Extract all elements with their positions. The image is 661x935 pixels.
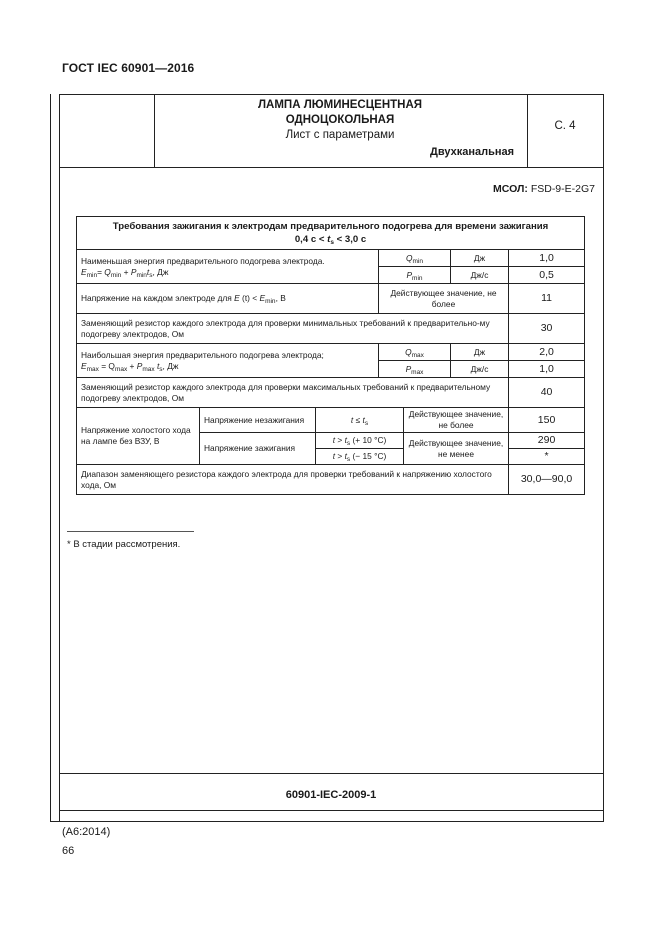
pmax-unit: Дж/с	[451, 361, 509, 378]
table-row	[77, 378, 585, 408]
table-row	[77, 250, 585, 267]
sheet-code: 60901-IEC-2009-1	[285, 789, 377, 801]
msol-code	[450, 183, 595, 195]
ocv-resistor-range-value: 30,0—90,0	[509, 465, 585, 495]
non-ignition-condition: $t \le t_s$	[316, 408, 404, 433]
pmin-value: 0,5	[509, 267, 585, 284]
table-heading-row	[77, 217, 585, 250]
ignition-value-minus15: *	[509, 449, 585, 465]
heading-t-symbol: t	[327, 234, 331, 245]
heading-line-1: Требования зажигания к электродам предварительного подогрева для времени зажигания	[112, 221, 549, 232]
ignition-value-plus10: 290	[509, 433, 585, 449]
ocv-label: Напряжение холостого хода на лампе без ВЗУ, В	[77, 408, 200, 465]
non-ignition-voltage-label: Напряжение незажигания	[200, 408, 316, 433]
ignition-voltage-label: Напряжение зажигания	[200, 433, 316, 465]
table-row	[77, 314, 585, 344]
non-ignition-effective: Действующее значение, не более	[404, 408, 509, 433]
table-row	[77, 344, 585, 361]
qmax-value: 2,0	[509, 344, 585, 361]
non-ignition-value: 150	[509, 408, 585, 433]
pmax-symbol: $P_{max}$	[379, 361, 451, 378]
ignition-effective: Действующее значение, не менее	[404, 433, 509, 465]
electrode-voltage-condition: Действующее значение, не более	[379, 284, 509, 314]
frame-left-inner-line	[59, 94, 60, 822]
max-resistor-value: 40	[509, 378, 585, 408]
ignition-requirements-table	[76, 216, 585, 495]
electrode-voltage-value: 11	[509, 284, 585, 314]
title-variant: Двухканальная	[430, 146, 515, 158]
max-resistor-description: Заменяющий резистор каждого электрода для проверки максимальных требований к предварительному подогреву электродов, Ом	[77, 378, 509, 408]
heading-t-subscript: s	[330, 239, 334, 246]
pmax-value: 1,0	[509, 361, 585, 378]
heading-prefix: 0,4 с <	[294, 234, 325, 245]
footnote: * В стадии рассмотрения.	[67, 539, 181, 550]
qmin-unit: Дж	[451, 250, 509, 267]
emin-text: Наименьшая энергия предварительного подогрева электрода.	[81, 255, 325, 266]
footer-top-line	[59, 773, 604, 774]
emin-description	[77, 250, 379, 284]
emax-text: Наибольшая энергия предварительного подогрева электрода;	[81, 349, 324, 360]
frame-left-outer-line	[50, 94, 51, 822]
emax-description	[77, 344, 379, 378]
emin-formula: $E_{min}= Q_{min} + P_{min}t_s$, Дж	[81, 266, 169, 279]
frame-bottom-line	[50, 821, 604, 822]
table-row	[77, 284, 585, 314]
table-heading	[77, 217, 585, 250]
title-line-3: Лист с параметрами	[285, 129, 395, 141]
sheet-title	[154, 98, 526, 143]
footer-bottom-line	[59, 810, 604, 811]
heading-line-2	[81, 233, 580, 246]
msol-label: МСОЛ:	[493, 183, 528, 195]
document-standard-header: ГОСТ IEC 60901—2016	[62, 61, 195, 75]
title-line-2: ОДНОЦОКОЛЬНАЯ	[285, 114, 395, 126]
qmax-unit: Дж	[451, 344, 509, 361]
msol-value: FSD-9-E-2G7	[530, 183, 595, 195]
min-resistor-value: 30	[509, 314, 585, 344]
table-row	[77, 408, 585, 433]
qmax-symbol: $Q_{max}$	[379, 344, 451, 361]
ignition-condition-minus15: $t > t_s$ (− 15 °C)	[316, 449, 404, 465]
heading-suffix: < 3,0 с	[336, 234, 367, 245]
qmin-symbol: $Q_{min}$	[379, 250, 451, 267]
min-resistor-description: Заменяющий резистор каждого электрода для проверки минимальных требований к предварительно-му подогреву электродов, Ом	[77, 314, 509, 344]
qmin-value: 1,0	[509, 250, 585, 267]
ignition-condition-plus10: $t > t_s$ (+ 10 °C)	[316, 433, 404, 449]
title-line-1: ЛАМПА ЛЮМИНЕСЦЕНТНАЯ	[257, 99, 423, 111]
table-row	[77, 465, 585, 495]
frame-top-line	[59, 94, 604, 95]
frame-right-line	[603, 94, 604, 822]
page-reference: С. 4	[554, 120, 576, 132]
electrode-voltage-description: Напряжение на каждом электроде для E $(t) < E_{min}$, В	[77, 284, 379, 314]
footnote-separator	[67, 531, 194, 532]
emax-formula: $E_{max} = Q_{max} + P_{max}$ $t_s$, Дж	[81, 360, 179, 373]
ocv-resistor-range-description: Диапазон заменяющего резистора каждого электрода для проверки требований к напряжению холостого хода, Ом	[77, 465, 509, 495]
amendment-reference: (A6:2014)	[62, 826, 111, 838]
page-number: 66	[62, 845, 75, 857]
pmin-unit: Дж/с	[451, 267, 509, 284]
pmin-symbol: $P_{min}$	[379, 267, 451, 284]
title-bottom-line	[59, 167, 604, 168]
